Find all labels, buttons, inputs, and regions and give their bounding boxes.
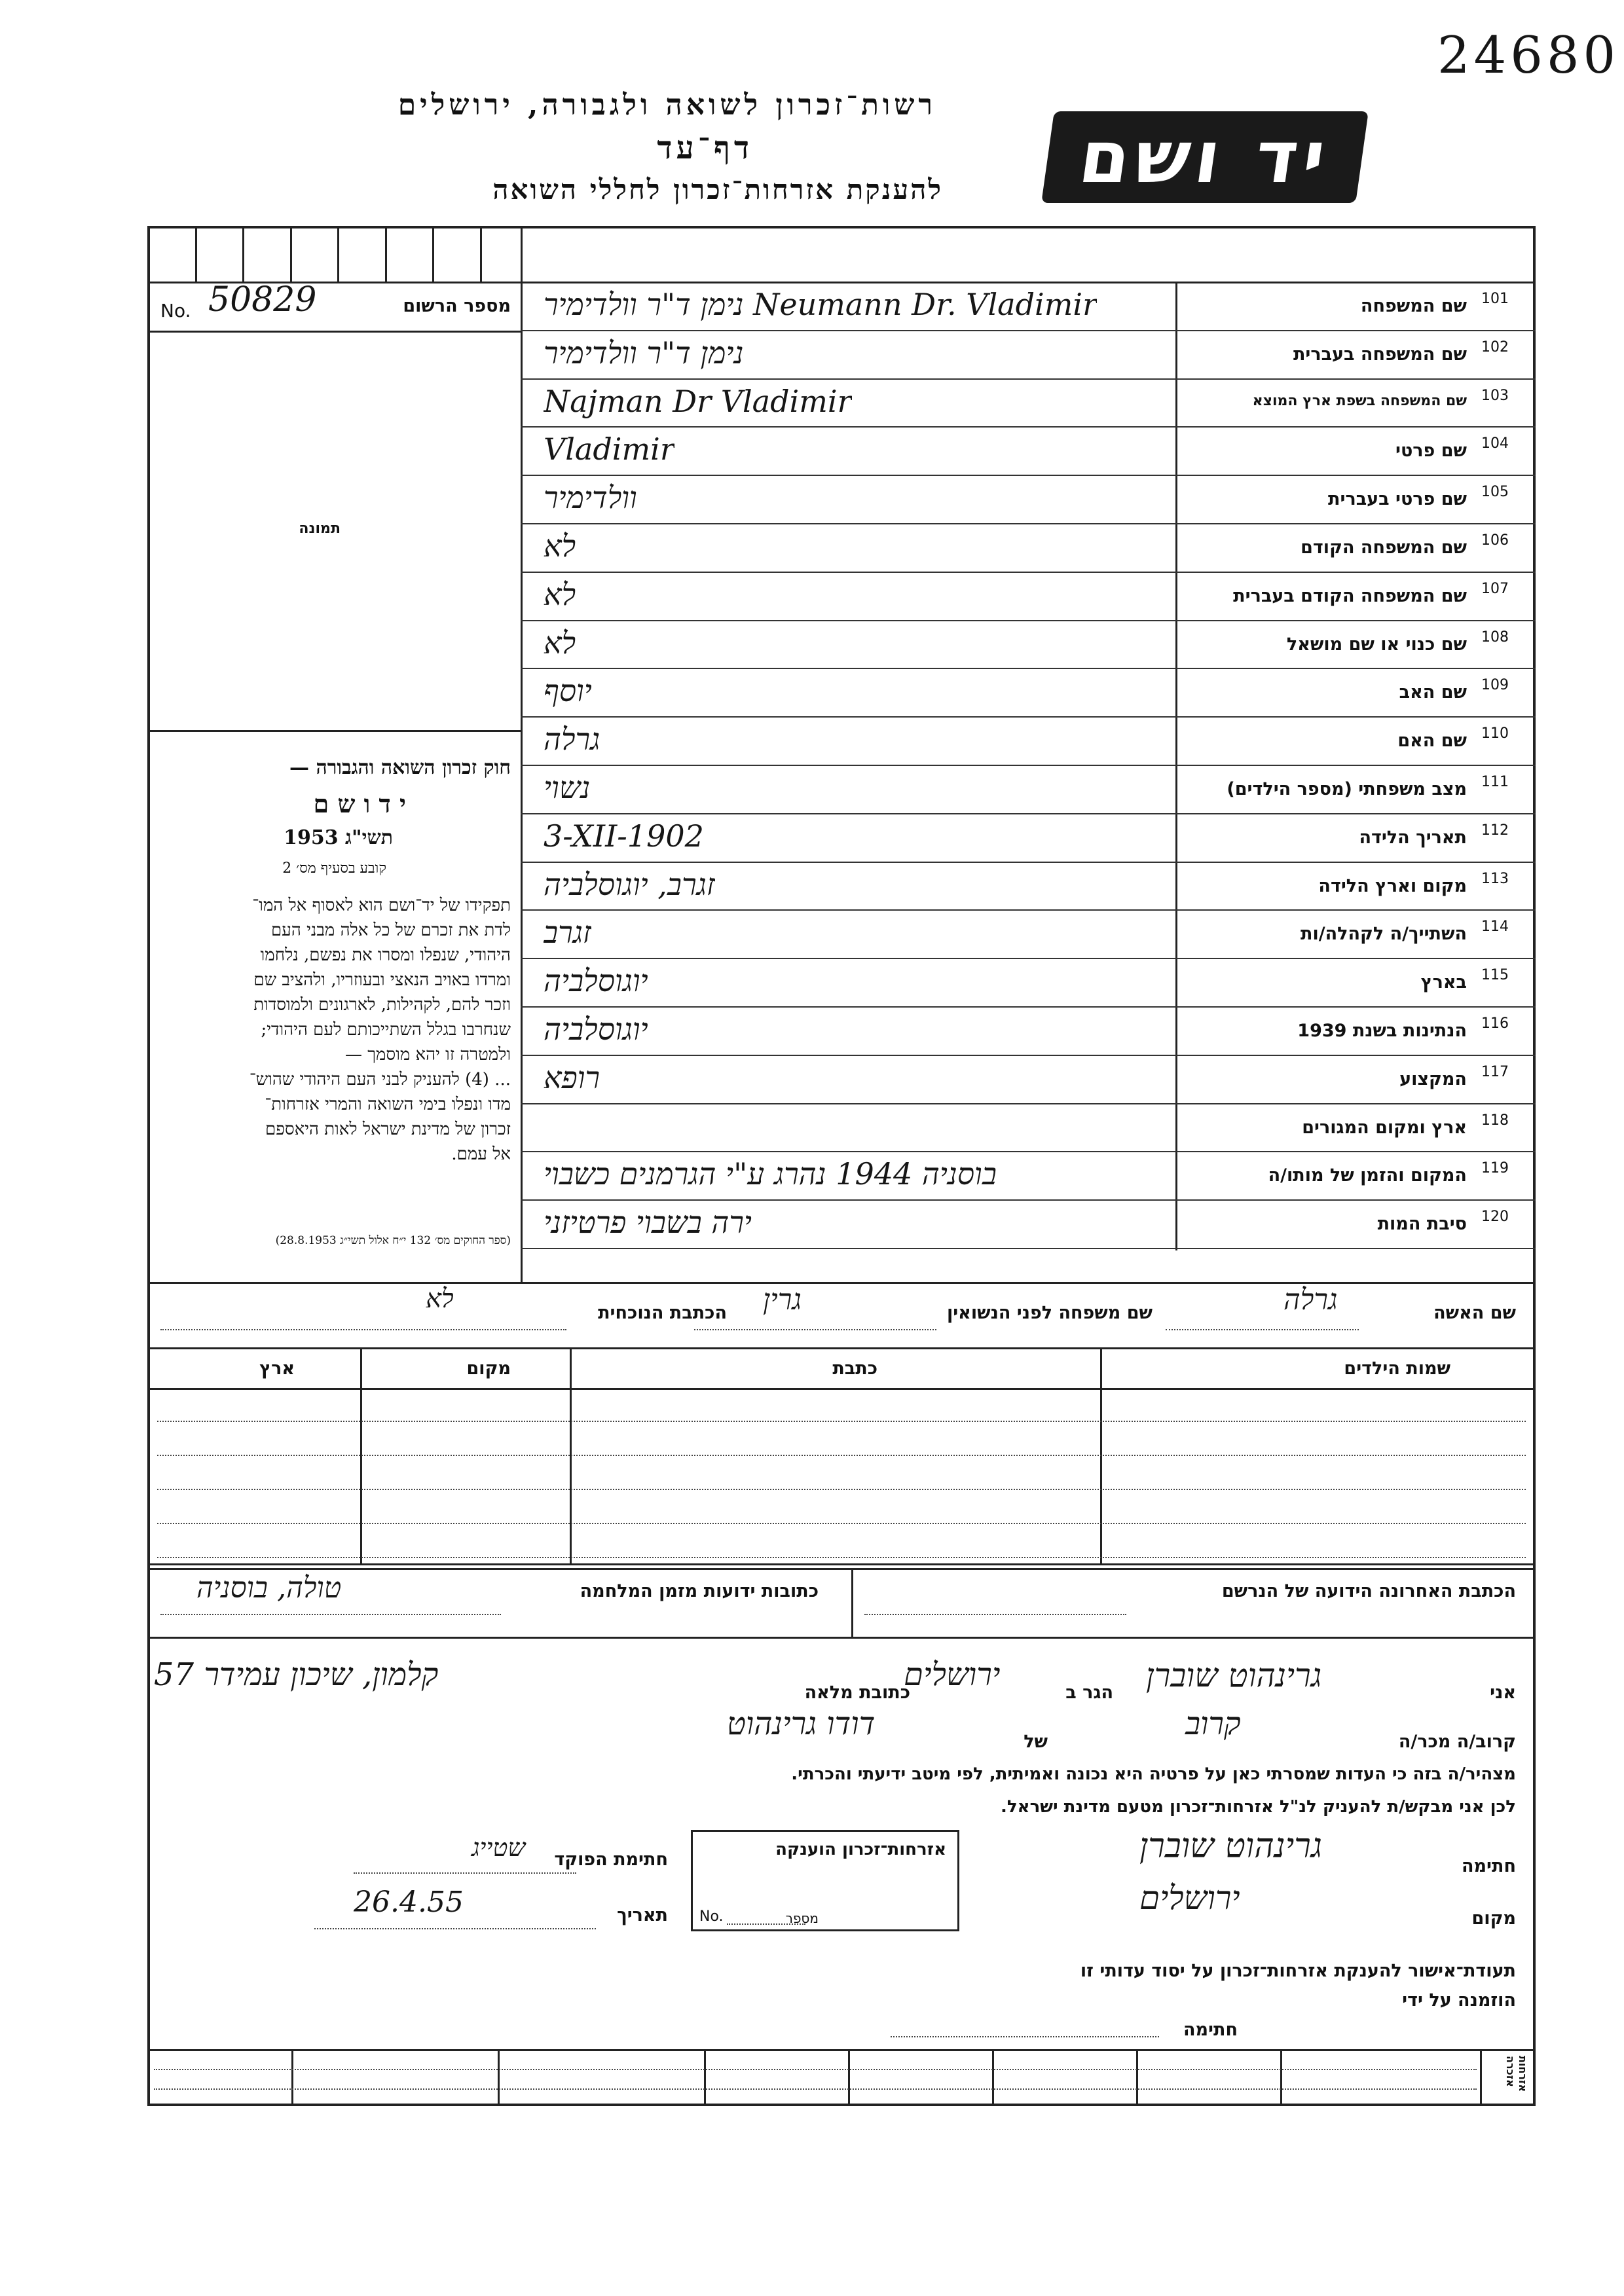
bottom-strip-top xyxy=(147,2049,1536,2051)
field-label: שם פרטי בעברית xyxy=(1328,489,1467,509)
field-label: השתייך/ה לקהלה/ות xyxy=(1301,924,1467,944)
field-row-line xyxy=(521,378,1536,380)
bottom-strip-code: אזרחות אזכרה xyxy=(1504,2056,1529,2092)
field-number: 107 xyxy=(1481,581,1509,597)
law-line: ... (4) להעניק לבני העם היהודי שהוש־ xyxy=(249,1070,511,1089)
children-row[interactable] xyxy=(157,1455,1526,1456)
bottom-strip-col xyxy=(1480,2049,1482,2106)
addresses-divider xyxy=(851,1568,853,1637)
field-number: 120 xyxy=(1481,1209,1509,1225)
field-value[interactable]: זגרב xyxy=(544,915,591,950)
children-row[interactable] xyxy=(157,1489,1526,1490)
signature-value[interactable]: גרינהוט שוברן xyxy=(1139,1827,1322,1866)
last-known-address-dotline[interactable] xyxy=(864,1614,1126,1615)
declaration-line-2: לכן אני מבקש/ת להעניק לנ"ל אזרחות־זכרון מטעם מדינת ישראל. xyxy=(1001,1797,1516,1817)
law-title: חוק זכרון השואה והגבורה — xyxy=(289,756,511,779)
field-label: שם המשפחה בשפת ארץ המוצא xyxy=(1252,393,1467,409)
declarant-city-value[interactable]: ירושלים xyxy=(904,1656,1001,1693)
wartime-address-dotline xyxy=(160,1614,501,1615)
field-number: 105 xyxy=(1481,484,1509,500)
field-label: סיבת המות xyxy=(1377,1214,1467,1234)
header-authority: רשות־זכרון לשואה ולגבורה, ירושלים xyxy=(397,88,936,122)
signature-label: חתימה xyxy=(1461,1856,1516,1876)
bottom-strip-col xyxy=(704,2049,706,2106)
field-value[interactable]: זגרב, יוגוסלביה xyxy=(544,867,715,902)
field-value[interactable]: לא xyxy=(544,528,576,564)
bottom-strip-row[interactable] xyxy=(154,2069,1477,2070)
field-number: 104 xyxy=(1481,435,1509,452)
children-row[interactable] xyxy=(157,1421,1526,1422)
children-header-names: שמות הילדים xyxy=(1344,1358,1450,1379)
field-label: ארץ ומקום המגורים xyxy=(1302,1118,1467,1138)
law-line: תפקידו של יד־ושם הוא לאסוף אל המו־ xyxy=(252,896,511,915)
bottom-strip-col xyxy=(498,2049,500,2106)
field-value[interactable]: רופא xyxy=(544,1060,600,1095)
field-row-line xyxy=(521,1055,1536,1056)
children-header-line xyxy=(147,1388,1536,1390)
citizenship-box-no-label: מספר xyxy=(785,1910,819,1926)
date-value[interactable]: 26.4.55 xyxy=(354,1886,464,1919)
frame-divider-left xyxy=(521,226,523,1283)
of-value[interactable]: דודו גרינהוט xyxy=(727,1705,876,1742)
address-dotline xyxy=(160,1329,566,1330)
citizenship-box-title: אזרחות־זכרון הוענקה xyxy=(775,1840,946,1859)
officer-signature-value[interactable]: שטייג xyxy=(471,1833,526,1862)
full-address-label: כתובת מלאה xyxy=(804,1683,910,1703)
law-source: (ספר החוקים מס׳ 132 י״ח אלול תשי״ג 28.8.1953) xyxy=(275,1234,511,1247)
top-box-1 xyxy=(195,226,197,282)
field-number: 110 xyxy=(1481,725,1509,742)
children-header-address: כתבת xyxy=(832,1358,877,1379)
field-value[interactable]: 3-XII-1902 xyxy=(544,818,704,854)
field-value[interactable]: נימן ד"ר וולדימיר Neumann Dr. Vladimir xyxy=(544,287,1098,322)
field-number: 109 xyxy=(1481,677,1509,693)
top-box-4 xyxy=(337,226,339,282)
field-number: 116 xyxy=(1481,1015,1509,1032)
field-row-line xyxy=(521,620,1536,621)
field-label: המקצוע xyxy=(1399,1069,1467,1089)
law-year: תשי"ג 1953 xyxy=(284,826,393,849)
declarant-i-label: אני xyxy=(1490,1683,1516,1703)
reg-number-prefix: No. xyxy=(160,300,191,321)
of-label: של xyxy=(1024,1732,1048,1752)
wife-label: שם האשה xyxy=(1433,1303,1516,1323)
top-box-5 xyxy=(385,226,387,282)
field-label: שם המשפחה בעברית xyxy=(1293,344,1467,365)
field-value[interactable]: יוסף xyxy=(544,673,592,708)
field-label: שם כנוי או שם מושאל xyxy=(1286,634,1467,655)
bottom-strip-col xyxy=(1280,2049,1282,2106)
addresses-top xyxy=(147,1568,1536,1570)
header-subtitle: להענקת אזרחות־זכרון לחללי השואה xyxy=(492,173,943,206)
field-number: 113 xyxy=(1481,871,1509,887)
maiden-name-label: שם משפחה לפני הנשואין xyxy=(946,1303,1153,1323)
field-number: 102 xyxy=(1481,339,1509,355)
officer-signature-dotline xyxy=(354,1872,576,1874)
law-line: שנחרבו בגלל השתייכותם לעם היהודי; xyxy=(261,1020,511,1040)
field-number: 108 xyxy=(1481,629,1509,646)
bottom-strip-col xyxy=(1136,2049,1138,2106)
last-known-address-label: הכתבת האחרונה הידועה של הנרשם xyxy=(1221,1581,1516,1601)
law-name: י ד ו ש ם xyxy=(313,789,406,818)
field-number: 103 xyxy=(1481,388,1509,404)
field-label: שם המשפחה הקודם בעברית xyxy=(1233,586,1467,606)
field-value[interactable]: ירה בשבוי פרטיזני xyxy=(544,1205,752,1240)
certificate-line-2: הוזמנה על ידי xyxy=(1402,1990,1516,2011)
field-number: 117 xyxy=(1481,1064,1509,1080)
field-label: תאריך הלידה xyxy=(1359,828,1467,848)
officer-signature-label: חתימת הפוקד xyxy=(554,1850,668,1870)
field-row-line xyxy=(521,1103,1536,1104)
field-label: שם האב xyxy=(1399,682,1467,702)
current-address-value[interactable]: לא xyxy=(426,1284,454,1314)
maiden-name-value[interactable]: גרין xyxy=(763,1283,802,1317)
law-line: לדת את זכרם של כל אלה מבני העם xyxy=(270,920,511,940)
field-label: בארץ xyxy=(1420,972,1467,993)
law-line: היהודי, שנפלו ומסרו את נפשם, נלחמו xyxy=(260,945,511,965)
full-address-value[interactable]: קלמון, שיכון עמידר 57 xyxy=(154,1656,439,1693)
wife-dotline xyxy=(1166,1329,1359,1330)
field-value[interactable]: גרלה xyxy=(544,721,600,757)
field-value[interactable]: נימן ד"ר וולדימיר xyxy=(544,335,744,371)
archive-number: 24680 xyxy=(1437,26,1620,85)
field-value[interactable]: לא xyxy=(544,625,576,661)
children-row[interactable] xyxy=(157,1523,1526,1524)
certificate-signature-dotline[interactable] xyxy=(891,2036,1159,2037)
bottom-strip-col xyxy=(848,2049,850,2106)
top-box-7 xyxy=(480,226,482,282)
field-row-line xyxy=(521,572,1536,573)
law-line: אל עמם. xyxy=(451,1144,511,1164)
relation-label: קרוב/ה מכר/ה xyxy=(1398,1732,1516,1752)
wartime-address-label: כתובות ידועות מזמן המלחמה xyxy=(580,1581,819,1601)
field-row-line xyxy=(521,1151,1536,1152)
reg-number-value: 50829 xyxy=(208,280,317,319)
field-row-line xyxy=(521,813,1536,814)
certificate-line-1: תעודת־אישור להענקת אזרחות־זכרון על יסוד עדותי זו xyxy=(1080,1961,1516,1981)
field-row-line xyxy=(521,523,1536,524)
field-number: 111 xyxy=(1481,774,1509,790)
photo-label: תמונה xyxy=(299,520,341,537)
certificate-signature-label: חתימה xyxy=(1183,2020,1238,2040)
field-label: שם המשפחה xyxy=(1360,296,1467,316)
field-number: 112 xyxy=(1481,822,1509,839)
field-label: מקום וארץ הלידה xyxy=(1318,876,1467,896)
children-row[interactable] xyxy=(157,1557,1526,1558)
law-line: זכרון של מדינת ישראל לאות היאספם xyxy=(265,1120,511,1139)
frame-top-row-line xyxy=(147,282,1536,283)
law-body xyxy=(144,896,511,1169)
reg-row-line xyxy=(147,331,521,333)
field-row-line xyxy=(521,475,1536,476)
date-dotline xyxy=(314,1928,596,1929)
field-number: 106 xyxy=(1481,532,1509,549)
citizenship-box-no-prefix: No. xyxy=(699,1908,724,1925)
field-label: שם המשפחה הקודם xyxy=(1301,538,1467,558)
wartime-address-value[interactable]: טולה, בוסניה xyxy=(196,1571,342,1605)
field-row-line xyxy=(521,1248,1536,1249)
field-label: שם פרטי xyxy=(1395,441,1467,461)
field-row-line xyxy=(521,1006,1536,1008)
field-number: 115 xyxy=(1481,967,1509,983)
place-label: מקום xyxy=(1471,1908,1516,1929)
field-value[interactable]: Najman Dr Vladimir xyxy=(544,384,852,419)
law-line: וזכר להם, לקהילות, לארגונים ולמוסדות xyxy=(253,995,511,1015)
current-address-label: הכתבת הנוכחית xyxy=(598,1303,727,1323)
law-line: ולמטרה זו יהא מוסמך — xyxy=(344,1045,511,1065)
place-value[interactable]: ירושלים xyxy=(1139,1879,1240,1917)
field-value[interactable]: יוגוסלביה xyxy=(544,963,648,998)
field-row-line xyxy=(521,765,1536,766)
field-number: 101 xyxy=(1481,291,1509,307)
declarant-name-value[interactable]: גרינהוט שוברן xyxy=(1146,1656,1322,1694)
declaration-line-1: מצהיר/ה בזה כי העדות שמסרתי כאן על פרטיה היא נכונה ואמיתית, לפי מיטב ידיעתי והכרתי. xyxy=(791,1764,1516,1784)
children-header-place: מקום xyxy=(466,1358,511,1379)
children-top xyxy=(147,1347,1536,1349)
addresses-bottom xyxy=(147,1637,1536,1639)
date-label: תאריך xyxy=(617,1905,668,1925)
field-value[interactable]: וולדימיר xyxy=(544,480,637,515)
field-row-line xyxy=(521,330,1536,331)
field-number: 119 xyxy=(1481,1160,1509,1176)
field-row-line xyxy=(521,958,1536,959)
field-number: 114 xyxy=(1481,919,1509,935)
page-title: דף־עד xyxy=(657,130,753,166)
bottom-strip-row[interactable] xyxy=(154,2088,1477,2090)
photo-bottom-line xyxy=(147,730,521,732)
citizenship-box-no-dotline[interactable] xyxy=(727,1923,805,1925)
children-header-country: ארץ xyxy=(259,1358,295,1379)
field-row-line xyxy=(521,909,1536,911)
relation-value[interactable]: קרוב xyxy=(1185,1705,1241,1742)
top-box-3 xyxy=(290,226,292,282)
bottom-strip-col xyxy=(992,2049,994,2106)
declarant-resides-label: הגר ב xyxy=(1065,1683,1113,1703)
law-line: מדו ונפלו בימי השואה והמרי אזרחות־ xyxy=(265,1095,511,1114)
field-row-line xyxy=(521,668,1536,669)
top-box-6 xyxy=(432,226,434,282)
law-clause: קובע בסעיף מס׳ 2 xyxy=(282,860,386,877)
children-bottom xyxy=(147,1563,1536,1565)
field-value[interactable]: בוסניה 1944 נהרג ע"י הגרמנים כשבוי xyxy=(544,1156,997,1192)
field-row-line xyxy=(521,862,1536,863)
field-row-line xyxy=(521,1199,1536,1201)
top-box-2 xyxy=(242,226,244,282)
field-value[interactable]: נשוי xyxy=(544,770,591,805)
bottom-strip-col xyxy=(291,2049,293,2106)
field-value[interactable]: יוגוסלביה xyxy=(544,1011,648,1047)
field-value[interactable]: Vladimir xyxy=(544,431,674,467)
yad-vashem-logo: יד ושם xyxy=(1041,111,1369,203)
field-label: שם האם xyxy=(1397,731,1467,751)
wife-value[interactable]: גרלה xyxy=(1283,1283,1338,1317)
reg-number-label: מספר הרשום xyxy=(403,296,511,316)
field-number: 118 xyxy=(1481,1112,1509,1129)
field-label: המקום והזמן של מותו/ה xyxy=(1268,1165,1467,1186)
field-label: הנתינות בשנת 1939 xyxy=(1297,1021,1467,1041)
field-row-line xyxy=(521,716,1536,718)
field-row-line xyxy=(521,426,1536,428)
field-value[interactable]: לא xyxy=(544,577,576,612)
law-line: ומרדו באויב הנאצי ובעוזריו, ולהציב שם xyxy=(253,970,511,990)
field-label: מצב משפחתי (מספר הילדים) xyxy=(1227,779,1467,799)
maiden-dotline xyxy=(694,1329,936,1330)
